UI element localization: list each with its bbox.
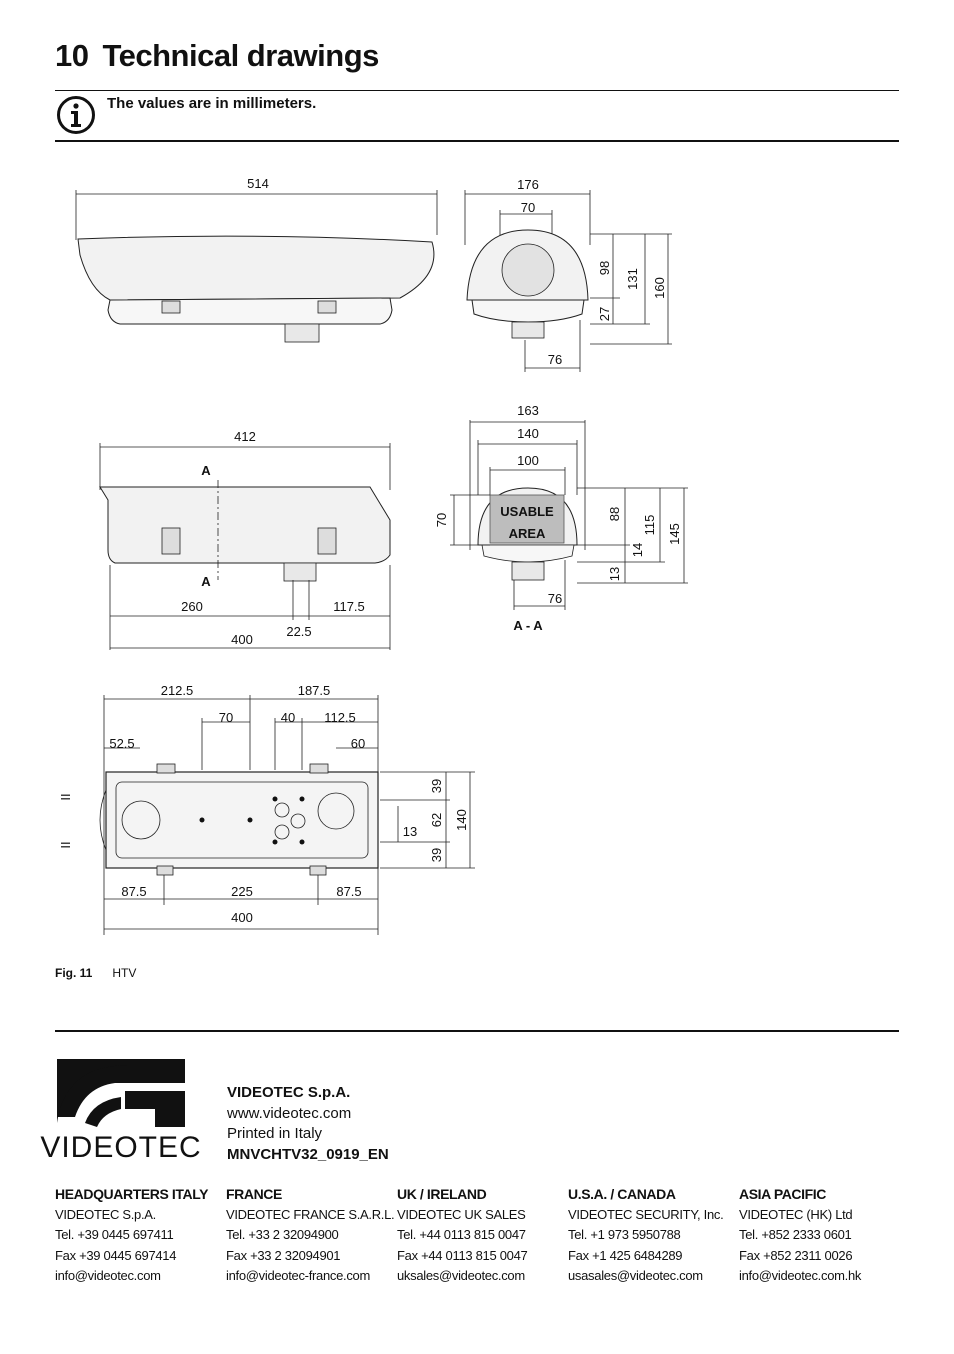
parallel-symbol-top: II bbox=[58, 793, 73, 801]
office-fax: Fax +852 2311 0026 bbox=[739, 1247, 853, 1263]
dim-bottom-r2: 62 bbox=[429, 812, 444, 828]
note-text: The values are in millimeters. bbox=[107, 95, 317, 112]
office-heading: U.S.A. / CANADA bbox=[568, 1186, 676, 1202]
dim-aa-h3: 145 bbox=[667, 523, 682, 545]
company-website[interactable]: www.videotec.com bbox=[227, 1104, 352, 1122]
dim-front-h4: 27 bbox=[597, 306, 612, 322]
parallel-symbol-bottom: II bbox=[58, 841, 73, 849]
dim-bottom-r3: 39 bbox=[429, 847, 444, 863]
dim-front-width: 176 bbox=[517, 177, 539, 192]
usable-area-line2: AREA bbox=[508, 526, 546, 541]
section-mark-top: A bbox=[201, 463, 211, 478]
dim-bottom-t5: 112.5 bbox=[324, 710, 356, 725]
document-code: MNVCHTV32_0919_EN bbox=[227, 1145, 389, 1163]
office-fax: Fax +39 0445 697414 bbox=[55, 1247, 177, 1263]
dim-aa-h1: 88 bbox=[607, 506, 622, 522]
office-email[interactable]: usasales@videotec.com bbox=[568, 1268, 703, 1283]
office-fax: Fax +1 425 6484289 bbox=[568, 1247, 683, 1263]
bottom-view-drawing bbox=[100, 695, 475, 935]
section-number: 10 bbox=[55, 38, 89, 73]
dim-bottom-b1: 87.5 bbox=[121, 884, 147, 899]
dim-aa-h4: 14 bbox=[630, 542, 645, 558]
office-name: VIDEOTEC FRANCE S.A.R.L. bbox=[226, 1206, 395, 1222]
office-name: VIDEOTEC SECURITY, Inc. bbox=[568, 1206, 724, 1222]
office-headquarters-italy bbox=[55, 1184, 226, 1287]
offices-list bbox=[55, 1184, 915, 1287]
dim-bottom-t3: 70 bbox=[218, 710, 234, 725]
office-email[interactable]: info@videotec-france.com bbox=[226, 1268, 371, 1283]
office-heading: FRANCE bbox=[226, 1186, 282, 1202]
dim-front-h3: 160 bbox=[652, 277, 667, 299]
dim-section-d3: 22.5 bbox=[286, 624, 312, 639]
dim-aa-base: 76 bbox=[547, 591, 563, 606]
dim-bottom-b4: 400 bbox=[231, 910, 253, 925]
office-heading: ASIA PACIFIC bbox=[739, 1186, 826, 1202]
office-asia-pacific bbox=[739, 1184, 910, 1287]
office-tel: Tel. +1 973 5950788 bbox=[568, 1227, 681, 1242]
office-email[interactable]: info@videotec.com.hk bbox=[739, 1268, 862, 1283]
dim-section-d2: 117.5 bbox=[333, 599, 365, 614]
logo-wordmark: VIDEOTEC bbox=[40, 1131, 202, 1164]
office-fax: Fax +33 2 32094901 bbox=[226, 1247, 341, 1263]
section-side-drawing bbox=[100, 443, 390, 650]
office-uk-ireland bbox=[397, 1184, 568, 1287]
dim-bottom-t1: 212.5 bbox=[160, 683, 194, 698]
office-name: VIDEOTEC UK SALES bbox=[397, 1206, 526, 1222]
company-name: VIDEOTEC S.p.A. bbox=[227, 1084, 351, 1101]
side-view-drawing bbox=[76, 190, 437, 342]
office-tel: Tel. +33 2 32094900 bbox=[226, 1227, 339, 1242]
section-title: Technical drawings bbox=[102, 38, 379, 73]
dim-aa-w2: 140 bbox=[517, 426, 539, 441]
dim-front-window: 70 bbox=[520, 200, 536, 215]
usable-area-line1: USABLE bbox=[500, 504, 554, 519]
figure-text: HTV bbox=[112, 966, 137, 980]
dim-front-h2: 131 bbox=[625, 268, 640, 290]
office-tel: Tel. +852 2333 0601 bbox=[739, 1227, 852, 1242]
dim-side-length: 514 bbox=[247, 176, 269, 191]
figure-caption bbox=[55, 966, 136, 980]
dim-aa-left-h: 70 bbox=[434, 512, 449, 528]
office-name: VIDEOTEC S.p.A. bbox=[55, 1206, 156, 1222]
office-fax: Fax +44 0113 815 0047 bbox=[397, 1247, 528, 1263]
company-printed: Printed in Italy bbox=[227, 1125, 323, 1142]
office-tel: Tel. +44 0113 815 0047 bbox=[397, 1227, 526, 1242]
dim-bottom-b3: 87.5 bbox=[336, 884, 362, 899]
office-email[interactable]: info@videotec.com bbox=[55, 1268, 161, 1283]
footer-rule bbox=[55, 1030, 899, 1032]
dim-section-d4: 400 bbox=[231, 632, 253, 647]
office-heading: UK / IRELAND bbox=[397, 1186, 487, 1202]
dim-bottom-r4: 140 bbox=[454, 809, 469, 831]
office-usa-canada bbox=[568, 1184, 739, 1287]
dim-aa-h2: 115 bbox=[642, 514, 657, 536]
dim-section-length: 412 bbox=[234, 429, 256, 444]
dim-bottom-r5: 13 bbox=[402, 824, 418, 839]
dim-bottom-t2: 187.5 bbox=[297, 683, 331, 698]
dim-front-h1: 98 bbox=[597, 260, 612, 276]
figure-label: Fig. 11 bbox=[55, 966, 93, 980]
dim-bottom-t6: 52.5 bbox=[109, 736, 135, 751]
dim-aa-w3: 100 bbox=[517, 453, 539, 468]
section-mark-bottom: A bbox=[201, 574, 211, 589]
dim-aa-w1: 163 bbox=[517, 403, 539, 418]
office-france bbox=[226, 1184, 397, 1287]
videotec-logo bbox=[40, 1057, 202, 1164]
dim-bottom-t4: 40 bbox=[280, 710, 296, 725]
dim-bottom-t7: 60 bbox=[350, 736, 366, 751]
office-name: VIDEOTEC (HK) Ltd bbox=[739, 1206, 853, 1222]
dim-bottom-b2: 225 bbox=[231, 884, 253, 899]
section-aa-label: A - A bbox=[513, 618, 543, 633]
dim-bottom-r1: 39 bbox=[429, 778, 444, 794]
dim-aa-h5: 13 bbox=[607, 566, 622, 582]
office-heading: HEADQUARTERS ITALY bbox=[55, 1186, 209, 1202]
dim-front-base: 76 bbox=[547, 352, 563, 367]
company-block bbox=[227, 1083, 389, 1165]
office-email[interactable]: uksales@videotec.com bbox=[397, 1268, 525, 1283]
front-view-drawing bbox=[465, 190, 672, 372]
office-tel: Tel. +39 0445 697411 bbox=[55, 1227, 174, 1242]
dim-section-d1: 260 bbox=[181, 599, 203, 614]
